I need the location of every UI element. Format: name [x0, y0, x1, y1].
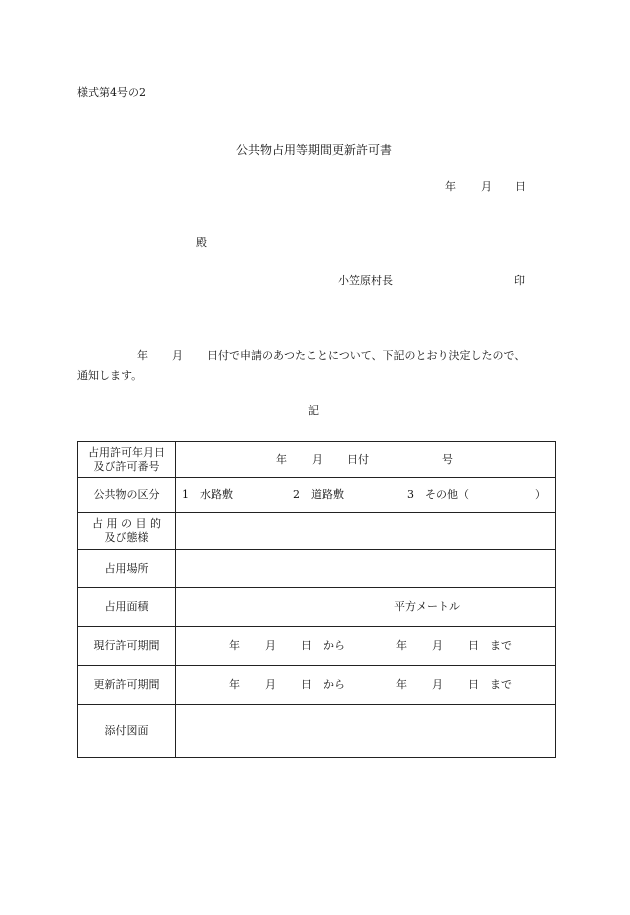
label-attached-drawing: 添付図面	[78, 705, 176, 758]
field-gou: 号	[442, 452, 453, 466]
value-category	[176, 478, 556, 513]
period-year: 年	[396, 639, 407, 652]
period-month: 月	[432, 678, 443, 691]
form-number: 様式第4号の2	[77, 86, 146, 99]
period-year: 年	[229, 639, 240, 652]
label-purpose	[78, 513, 176, 550]
value-location	[176, 550, 556, 588]
label-renewal-period: 更新許可期間	[78, 666, 176, 705]
value-current-period	[176, 627, 556, 666]
period-month: 月	[265, 678, 276, 691]
period-year: 年	[396, 678, 407, 691]
addressee-suffix: 殿	[196, 236, 207, 249]
label-area: 占用面積	[78, 588, 176, 627]
table-row	[78, 666, 556, 705]
period-month: 月	[265, 639, 276, 652]
date-day: 日	[515, 180, 526, 193]
date-year: 年	[445, 180, 456, 193]
table-row	[78, 442, 556, 478]
period-to: まで	[490, 678, 512, 691]
field-day-tsuke: 日付	[347, 452, 369, 466]
period-day: 日	[468, 678, 479, 691]
table-row	[78, 550, 556, 588]
table-row	[78, 705, 556, 758]
label-line: 占用許可年月日	[88, 445, 165, 459]
table-row	[78, 588, 556, 627]
value-permit-date-number	[176, 442, 556, 478]
period-to: まで	[490, 639, 512, 652]
label-line: 占 用 の 目 的	[92, 517, 161, 530]
period-day: 日	[301, 678, 312, 691]
option-other-close: ）	[535, 488, 546, 501]
period-day: 日	[468, 639, 479, 652]
value-area	[176, 588, 556, 627]
document-title: 公共物占用等期間更新許可書	[236, 143, 393, 157]
date-month: 月	[481, 180, 492, 193]
period-day: 日	[301, 639, 312, 652]
table-row	[78, 478, 556, 513]
field-month: 月	[312, 452, 323, 466]
permit-table	[77, 441, 556, 758]
issuer-name: 小笠原村長	[338, 274, 393, 287]
value-purpose	[176, 513, 556, 550]
label-current-period: 現行許可期間	[78, 627, 176, 666]
label-category: 公共物の区分	[78, 478, 176, 513]
body-year: 年	[137, 349, 148, 362]
field-year: 年	[276, 452, 287, 466]
table-row	[78, 627, 556, 666]
label-permit-date-number	[78, 442, 176, 478]
period-from: から	[323, 678, 345, 691]
option-other: 3 その他（	[407, 488, 469, 501]
value-attached-drawing	[176, 705, 556, 758]
option-road: 2 道路敷	[293, 488, 344, 501]
ki-heading: 記	[308, 404, 319, 417]
label-line: 及び許可番号	[93, 459, 160, 473]
table-row	[78, 513, 556, 550]
value-renewal-period	[176, 666, 556, 705]
body-line2: 通知します。	[77, 369, 143, 382]
label-line: 及び態様	[104, 531, 149, 544]
issuer-seal: 印	[514, 274, 525, 287]
period-from: から	[323, 639, 345, 652]
body-line1: 日付で申請のあつたことについて、下記のとおり決定したので、	[207, 349, 526, 362]
option-waterway: 1 水路敷	[182, 488, 233, 501]
period-month: 月	[432, 639, 443, 652]
area-unit: 平方メートル	[394, 600, 460, 613]
label-location: 占用場所	[78, 550, 176, 588]
body-month: 月	[172, 349, 183, 362]
period-year: 年	[229, 678, 240, 691]
